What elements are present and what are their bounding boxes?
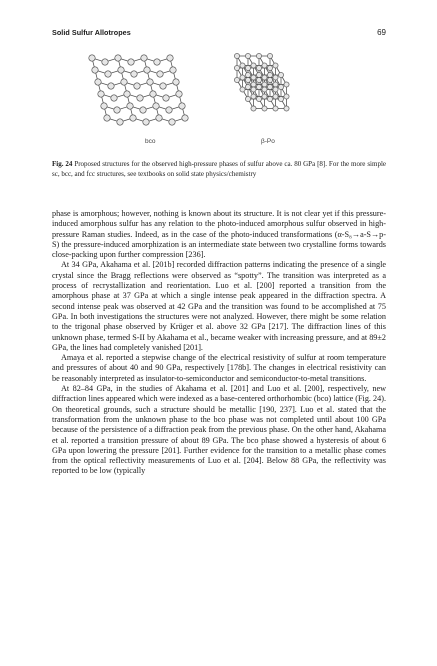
atom	[147, 79, 153, 85]
paragraph: Amaya et al. reported a stepwise change of the electrical resistivity of sulfur at room temperature and pressures of about 40 and 90 GPa, respectively [178b]. The changes in electrical resistivity can be reasonably interpreted as insulator-to-semiconductor and semiconductor-to-metal transitions.	[52, 353, 386, 383]
atom	[262, 75, 267, 80]
atom	[124, 91, 130, 97]
atom	[240, 87, 245, 92]
atom	[251, 94, 256, 99]
atom	[102, 59, 108, 65]
atom	[284, 94, 289, 99]
figure-caption-label: Fig. 24	[52, 160, 73, 168]
atom	[245, 84, 250, 89]
atom	[143, 119, 149, 125]
atom	[256, 53, 261, 58]
page-header	[52, 28, 386, 42]
atom	[240, 63, 245, 68]
atom	[141, 55, 147, 61]
atom	[160, 83, 166, 89]
figure-caption-text: Proposed structures for the observed high-pressure phases of sulfur above ca. 80 GPa [8]. For the more simple sc, bcc, and fcc structures, see textbooks on solid state physics/chemistry	[52, 160, 386, 178]
atom	[115, 55, 121, 61]
atom	[140, 107, 146, 113]
atom	[267, 96, 272, 101]
paragraph: At 82–84 GPa, in the studies of Akahama et al. [201] and Luo et al. [200], respectively, new diffraction lines appeared which were indexed as a base-centered orthorhombic (bco) lattice (Fig. 24). On theoretical grounds, such a structure should be metallic [190, 237]. Luo et al. stated that the transformation from the unknown phase to the bco phase was not completed until about 100 GPa because of the persistence of a diffraction peak from the previous phase. On the other hand, Akahama et al. reported a transition pressure of about 89 GPa. The bco phase showed a hysteresis of about 6 GPa upon lowering the pressure [201]. Further evidence for the transition to a metallic phase comes from the optical reflectivity measurements of Luo et al. [204]. Below 88 GPa, the reflectivity was reported to be low (typically	[52, 384, 386, 476]
page-number: 69	[377, 28, 386, 37]
atom	[134, 83, 140, 89]
atom	[104, 115, 110, 121]
atom	[156, 115, 162, 121]
atom	[128, 59, 134, 65]
atom	[153, 103, 159, 109]
atom	[251, 82, 256, 87]
atom	[251, 87, 256, 92]
atom	[170, 67, 176, 73]
atom	[267, 65, 272, 70]
atom	[163, 95, 169, 101]
atom	[273, 75, 278, 80]
bco-structure-drawing	[89, 55, 188, 125]
atom	[108, 83, 114, 89]
atom	[137, 95, 143, 101]
atom	[114, 107, 120, 113]
atom	[273, 82, 278, 87]
atom	[98, 91, 104, 97]
atom	[176, 91, 182, 97]
atom	[251, 106, 256, 111]
atom	[251, 63, 256, 68]
atom	[256, 65, 261, 70]
atom	[89, 55, 95, 61]
atom	[273, 106, 278, 111]
atom	[130, 115, 136, 121]
atom	[262, 63, 267, 68]
atom	[150, 91, 156, 97]
atom	[240, 75, 245, 80]
atom	[262, 87, 267, 92]
atom	[95, 79, 101, 85]
atom	[267, 53, 272, 58]
atom	[256, 72, 261, 77]
atom	[245, 65, 250, 70]
atom	[105, 71, 111, 77]
atom	[166, 107, 172, 113]
atom	[262, 106, 267, 111]
atom	[131, 71, 137, 77]
atom	[127, 103, 133, 109]
atom	[284, 106, 289, 111]
atom	[273, 63, 278, 68]
atom	[234, 77, 239, 82]
atom	[284, 82, 289, 87]
paragraph: phase is amorphous; however, nothing is known about its structure. It is not clear yet if this pressure-induced amorphous sulfur has any relation to the photo-induced amorphous sulfur observed in high-pressure Raman studies. Indeed, as in the case of the photo-induced transformations (α-S₈→a-S→p-S) the pressure-induced amorphization is an intermediate state between two crystalline forms towards close-packing upon further compression [236].	[52, 209, 386, 260]
atom	[256, 84, 261, 89]
atom	[173, 79, 179, 85]
atom	[267, 72, 272, 77]
atom	[267, 84, 272, 89]
atom	[118, 67, 124, 73]
beta-po-structure-drawing	[234, 53, 289, 111]
atom	[278, 72, 283, 77]
atom	[262, 82, 267, 87]
atom	[169, 119, 175, 125]
figure-caption	[52, 160, 386, 179]
atom	[251, 75, 256, 80]
atom	[117, 119, 123, 125]
atom	[167, 55, 173, 61]
crystal-structures-illustration	[52, 52, 386, 138]
body-text	[52, 209, 386, 477]
atom	[245, 96, 250, 101]
atom	[234, 65, 239, 70]
atom	[101, 103, 107, 109]
atom	[245, 53, 250, 58]
atom	[92, 67, 98, 73]
atom	[144, 67, 150, 73]
atom	[278, 84, 283, 89]
atom	[278, 96, 283, 101]
atom	[154, 59, 160, 65]
atom	[182, 115, 188, 121]
atom	[256, 77, 261, 82]
atom	[121, 79, 127, 85]
running-head: Solid Sulfur Allotropes	[52, 28, 131, 37]
atom	[111, 95, 117, 101]
atom	[256, 96, 261, 101]
atom	[267, 77, 272, 82]
atom	[245, 72, 250, 77]
atom	[273, 94, 278, 99]
atom	[179, 103, 185, 109]
paragraph: At 34 GPa, Akahama et al. [201b] recorded diffraction patterns indicating the presence of a single crystal since the Bragg reflections were observed as “spotty”. The transition was interpreted as a process of recrystallization and reorientation. Luo et al. [200] reported a transition from the amorphous phase at 37 GPa at which a single intense peak appeared in the diffraction spectra. A second intense peak was observed at 42 GPa and the transition was found to be accomplished at 75 GPa. In both investigations the structures were not analyzed. However, there might be some relation to the trigonal phase observed by Krüger et al. above 32 GPa [217]. The diffraction lines of this unknown phase, termed S-II by Akahama et al., became weaker with increasing pressure, and at 89±2 GPa, the lines had completely vanished [201].	[52, 260, 386, 352]
beta-po-label: β-Po	[261, 138, 275, 145]
atom	[262, 94, 267, 99]
atom	[245, 77, 250, 82]
bco-label: bco	[145, 138, 156, 145]
atom	[273, 87, 278, 92]
figure-24	[52, 52, 386, 152]
atom	[234, 53, 239, 58]
atom	[157, 71, 163, 77]
